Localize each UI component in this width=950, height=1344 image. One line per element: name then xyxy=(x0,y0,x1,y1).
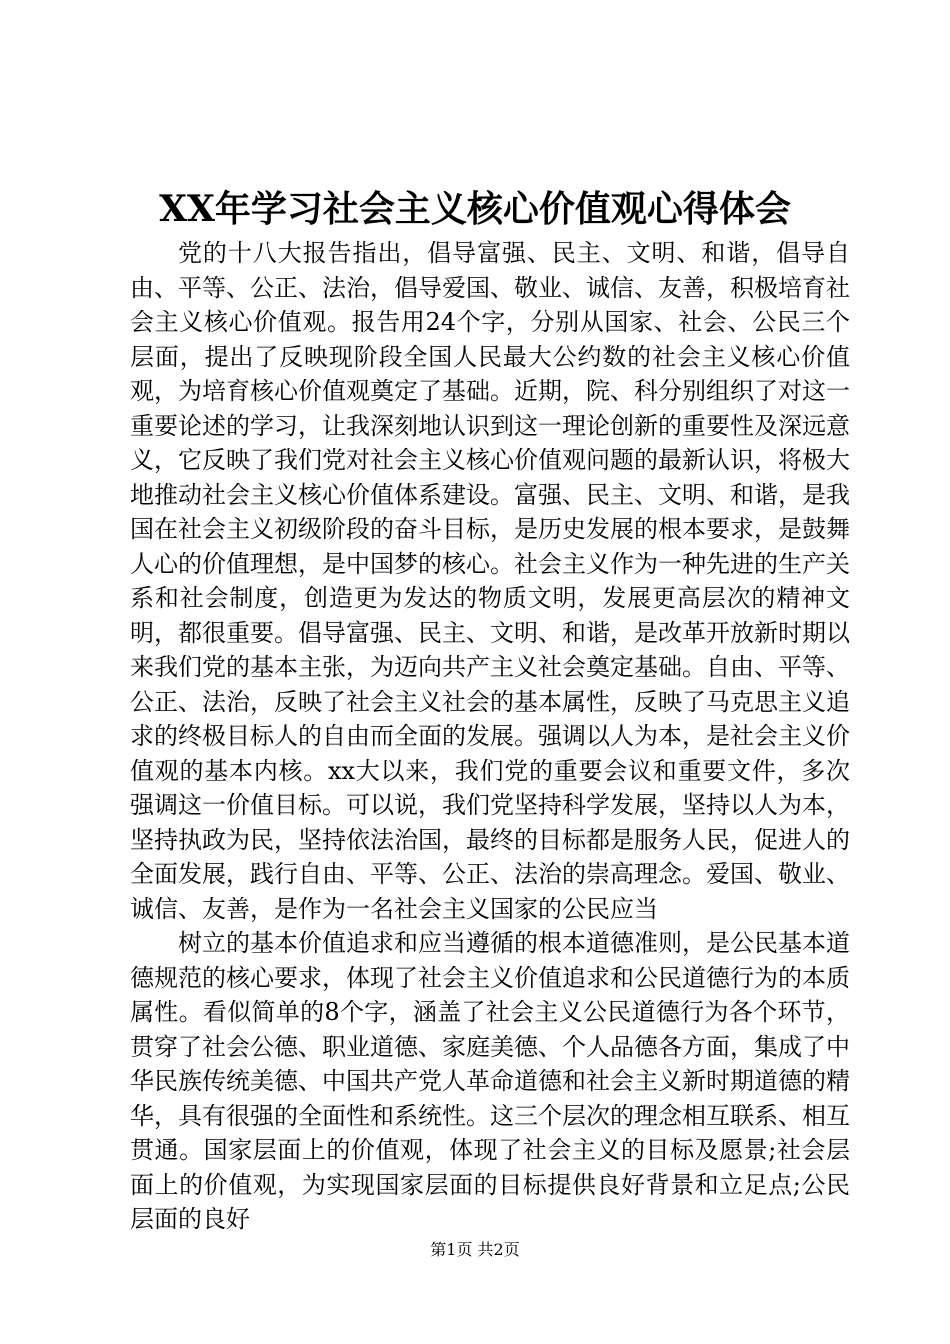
body-paragraph-2: 树立的基本价值追求和应当遵循的根本道德准则，是公民基本道德规范的核心要求，体现了社会主义价值追求和公民道德行为的本质属性。看似简单的8个字，涵盖了社会主义公民道德行为各个环节，贯穿了社会公德、职业道德、家庭美德、个人品德各方面，集成了中华民族传统美德、中国共产党人革命道德和社会主义新时期道德的精华，具有很强的全面性和系统性。这三个层次的理念相互联系、相互贯通。国家层面上的价值观，体现了社会主义的目标及愿景;社会层面上的价值观，为实现国家层面的目标提供良好背景和立足点;公民层面的良好 xyxy=(130,929,850,1233)
document-title: XX年学习社会主义核心价值观心得体会 xyxy=(159,188,791,230)
document-body xyxy=(130,236,850,1237)
body-paragraph-1: 党的十八大报告指出，倡导富强、民主、文明、和谐，倡导自由、平等、公正、法治，倡导爱国、敬业、诚信、友善，积极培育社会主义核心价值观。报告用24个字，分别从国家、社会、公民三个层面，提出了反映现阶段全国人民最大公约数的社会主义核心价值观，为培育核心价值观奠定了基础。近期，院、科分别组织了对这一重要论述的学习，让我深刻地认识到这一理论创新的重要性及深远意义，它反映了我们党对社会主义核心价值观问题的最新认识，将极大地推动社会主义核心价值体系建设。富强、民主、文明、和谐，是我国在社会主义初级阶段的奋斗目标，是历史发展的根本要求，是鼓舞人心的价值理想，是中国梦的核心。社会主义作为一种先进的生产关系和社会制度，创造更为发达的物质文明，发展更高层次的精神文明，都很重要。倡导富强、民主、文明、和谐，是改革开放新时期以来我们党的基本主张，为迈向共产主义社会奠定基础。自由、平等、公正、法治，反映了社会主义社会的基本属性，反映了马克思主义追求的终极目标人的自由而全面的发展。强调以人为本，是社会主义价值观的基本内核。xx大以来，我们党的重要会议和重要文件，多次强调这一价值目标。可以说，我们党坚持科学发展，坚持以人为本，坚持执政为民，坚持依法治国，最终的目标都是服务人民，促进人的全面发展，践行自由、平等、公正、法治的崇高理念。爱国、敬业、诚信、友善，是作为一名社会主义国家的公民应当 xyxy=(130,239,850,923)
page-number-footer: 第1页 共2页 xyxy=(430,1240,520,1259)
